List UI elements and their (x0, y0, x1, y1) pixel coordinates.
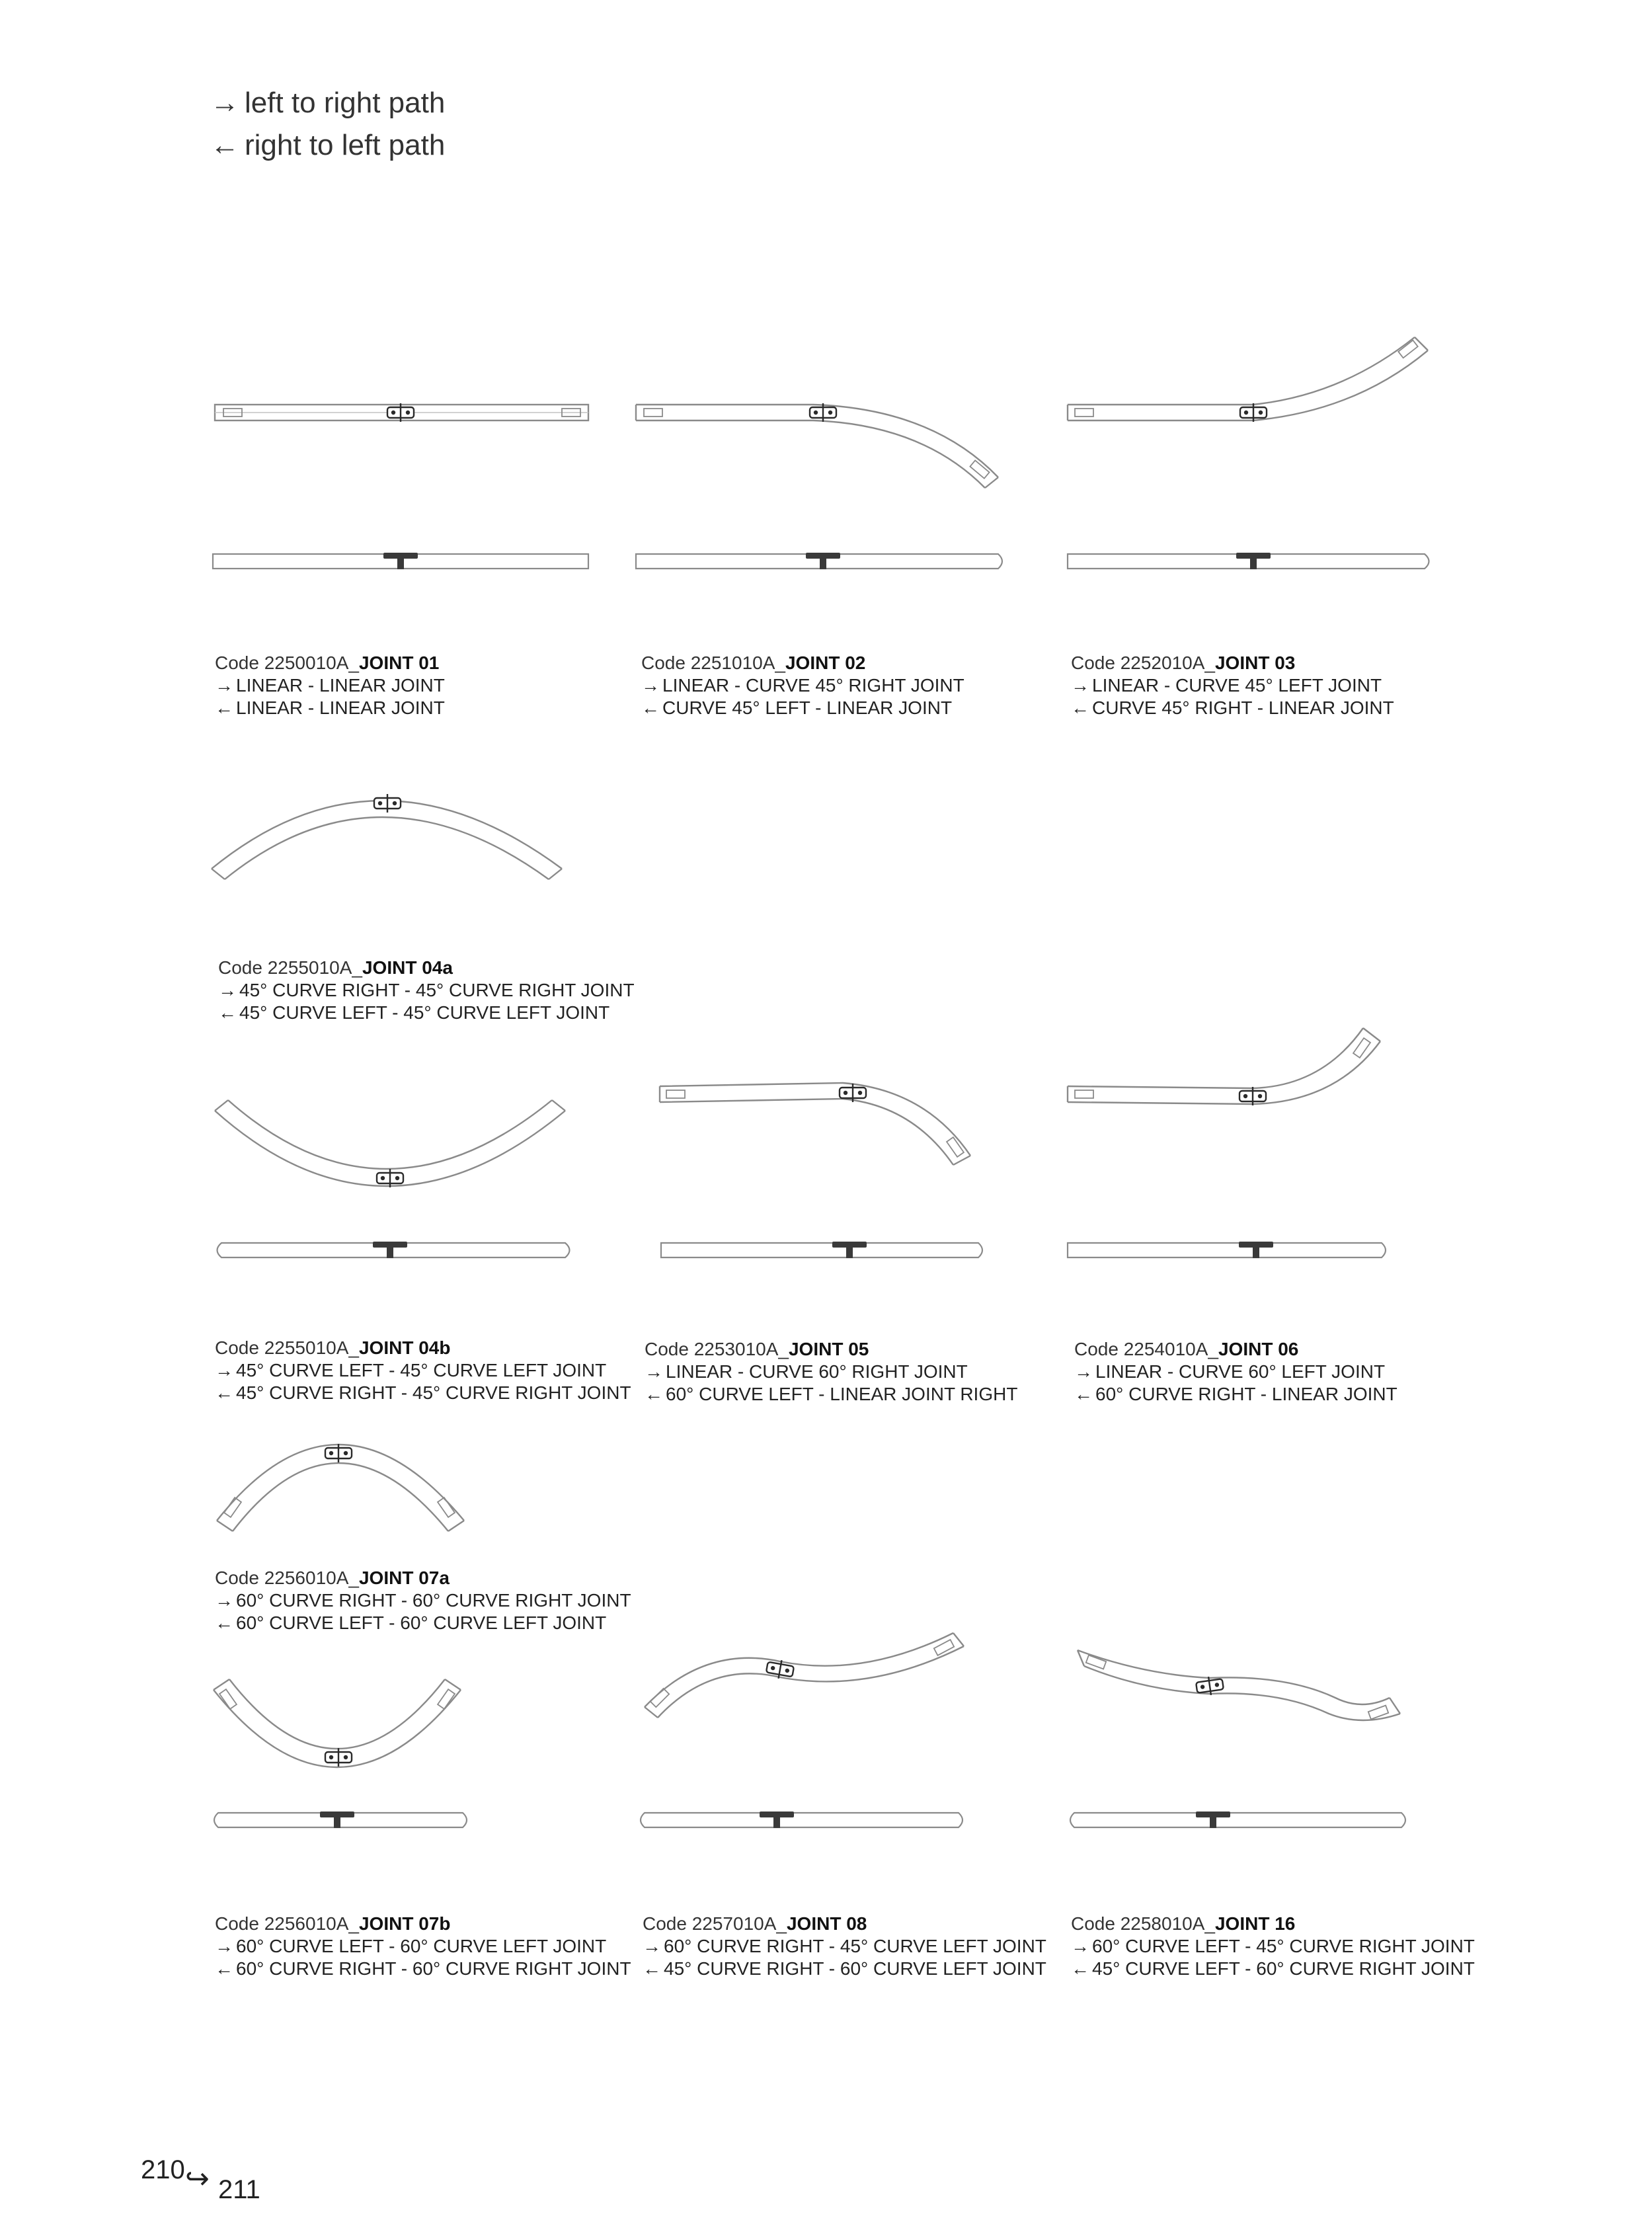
right-to-left-description: 60° CURVE LEFT - 60° CURVE LEFT JOINT (236, 1613, 607, 1633)
joint-03-caption (1071, 652, 1394, 719)
right-to-left-description: 45° CURVE LEFT - 45° CURVE LEFT JOINT (239, 1002, 610, 1023)
joint-name: JOINT 02 (785, 653, 866, 673)
left-to-right-description: 60° CURVE LEFT - 45° CURVE RIGHT JOINT (1092, 1936, 1475, 1956)
joint-16-side-view (1070, 1812, 1405, 1828)
left-arrow-icon: ← (641, 697, 660, 718)
joint-07b-caption (215, 1913, 631, 1980)
right-to-left-description: 45° CURVE RIGHT - 60° CURVE LEFT JOINT (664, 1958, 1046, 1979)
left-arrow-icon: ← (1071, 1958, 1089, 1979)
left-arrow-icon: ← (218, 1002, 237, 1023)
left-arrow-icon: ← (1074, 1384, 1093, 1404)
legend-text: right to left path (245, 129, 446, 161)
right-to-left-description: 45° CURVE LEFT - 60° CURVE RIGHT JOINT (1092, 1958, 1475, 1979)
joint-06-caption (1074, 1338, 1397, 1406)
joint-name: JOINT 06 (1218, 1339, 1299, 1359)
product-code: Code 2250010A_ (215, 653, 359, 673)
left-to-right-description: LINEAR - CURVE 45° LEFT JOINT (1092, 675, 1382, 696)
joint-name: JOINT 01 (358, 653, 440, 673)
right-arrow-icon: → (218, 980, 237, 1000)
product-code: Code 2256010A_ (215, 1568, 359, 1588)
joint-08-top-view (645, 1633, 964, 1718)
joint-05-side-view (661, 1242, 982, 1258)
left-arrow-icon: ← (215, 1382, 233, 1403)
joint-05-caption (645, 1338, 1017, 1406)
joint-04a-top-view (212, 794, 562, 879)
product-code: Code 2256010A_ (215, 1913, 359, 1934)
legend-text: left to right path (245, 87, 446, 119)
right-to-left-description: 45° CURVE RIGHT - 45° CURVE RIGHT JOINT (236, 1382, 631, 1403)
joint-04b-side-view (217, 1242, 570, 1258)
right-arrow-icon: → (1074, 1361, 1093, 1382)
right-arrow-icon: → (215, 1936, 233, 1956)
right-arrow-icon: → (215, 675, 233, 696)
right-arrow-icon: → (641, 675, 660, 696)
left-to-right-description: 60° CURVE RIGHT - 60° CURVE RIGHT JOINT (236, 1590, 631, 1611)
joint-name: JOINT 03 (1214, 653, 1296, 673)
left-to-right-description: LINEAR - CURVE 60° RIGHT JOINT (666, 1361, 968, 1382)
left-to-right-description: LINEAR - LINEAR JOINT (236, 675, 445, 696)
joint-07b-side-view (214, 1812, 467, 1828)
joint-06-top-view (1068, 1028, 1380, 1105)
page-number-left: 210 (141, 2155, 185, 2184)
joint-03-side-view (1068, 553, 1429, 569)
right-to-left-description: 60° CURVE RIGHT - 60° CURVE RIGHT JOINT (236, 1958, 631, 1979)
product-code: Code 2251010A_ (641, 653, 785, 673)
right-arrow-icon: → (1071, 1936, 1089, 1956)
joint-01-top-view (215, 403, 588, 422)
joint-04b-caption (215, 1337, 631, 1404)
left-to-right-description: LINEAR - CURVE 45° RIGHT JOINT (662, 675, 964, 696)
joint-02-side-view (636, 553, 1002, 569)
left-arrow-icon: ← (643, 1958, 661, 1979)
joint-04a-caption (218, 957, 635, 1024)
joint-08-caption (643, 1913, 1046, 1980)
joint-name: JOINT 04b (358, 1337, 451, 1358)
joint-01-caption (215, 652, 445, 719)
page-turn-icon: ↪ (185, 2163, 210, 2195)
joint-01-side-view (213, 553, 588, 569)
right-arrow-icon: → (210, 87, 239, 119)
right-arrow-icon: → (215, 1360, 233, 1380)
right-arrow-icon: → (643, 1936, 661, 1956)
left-arrow-icon: ← (645, 1384, 663, 1404)
right-to-left-description: 60° CURVE LEFT - LINEAR JOINT RIGHT (666, 1384, 1018, 1404)
joint-06-side-view (1068, 1242, 1386, 1258)
product-code: Code 2254010A_ (1074, 1339, 1218, 1359)
right-arrow-icon: → (645, 1361, 663, 1382)
right-arrow-icon: → (215, 1590, 233, 1611)
left-arrow-icon: ← (215, 1958, 233, 1979)
left-arrow-icon: ← (215, 697, 233, 718)
joint-name: JOINT 08 (786, 1913, 867, 1934)
left-arrow-icon: ← (1071, 697, 1089, 718)
joint-name: JOINT 04a (362, 957, 453, 978)
joint-07b-top-view (214, 1679, 461, 1767)
joint-07a-caption (215, 1567, 631, 1634)
product-code: Code 2255010A_ (215, 1337, 359, 1358)
left-arrow-icon: ← (210, 129, 239, 161)
product-code: Code 2258010A_ (1071, 1913, 1215, 1934)
left-arrow-icon: ← (215, 1613, 233, 1633)
joint-08-side-view (641, 1812, 963, 1828)
right-to-left-description: CURVE 45° RIGHT - LINEAR JOINT (1092, 697, 1394, 718)
joint-05-top-view (660, 1083, 970, 1165)
product-code: Code 2252010A_ (1071, 653, 1215, 673)
product-code: Code 2255010A_ (218, 957, 362, 978)
right-to-left-description: LINEAR - LINEAR JOINT (236, 697, 445, 718)
left-to-right-description: 45° CURVE RIGHT - 45° CURVE RIGHT JOINT (239, 980, 635, 1000)
left-to-right-description: 45° CURVE LEFT - 45° CURVE LEFT JOINT (236, 1360, 607, 1380)
joint-name: JOINT 07b (358, 1913, 451, 1934)
left-to-right-description: LINEAR - CURVE 60° LEFT JOINT (1095, 1361, 1386, 1382)
joint-16-caption (1071, 1913, 1475, 1980)
joint-02-top-view (636, 403, 998, 488)
joint-02-caption (641, 652, 964, 719)
page-number-right: 211 (218, 2175, 260, 2204)
left-to-right-description: 60° CURVE LEFT - 60° CURVE LEFT JOINT (236, 1936, 607, 1956)
product-code: Code 2257010A_ (643, 1913, 787, 1934)
joint-07a-top-view (217, 1444, 464, 1531)
left-to-right-description: 60° CURVE RIGHT - 45° CURVE LEFT JOINT (664, 1936, 1046, 1956)
right-to-left-description: 60° CURVE RIGHT - LINEAR JOINT (1095, 1384, 1397, 1404)
joint-name: JOINT 16 (1214, 1913, 1296, 1934)
right-arrow-icon: → (1071, 675, 1089, 696)
joint-name: JOINT 05 (788, 1339, 869, 1359)
right-to-left-description: CURVE 45° LEFT - LINEAR JOINT (662, 697, 953, 718)
joint-name: JOINT 07a (358, 1568, 450, 1588)
joint-03-top-view (1068, 337, 1428, 422)
joint-16-top-view (1078, 1650, 1400, 1720)
joint-04b-top-view (215, 1100, 565, 1187)
product-code: Code 2253010A_ (645, 1339, 789, 1359)
